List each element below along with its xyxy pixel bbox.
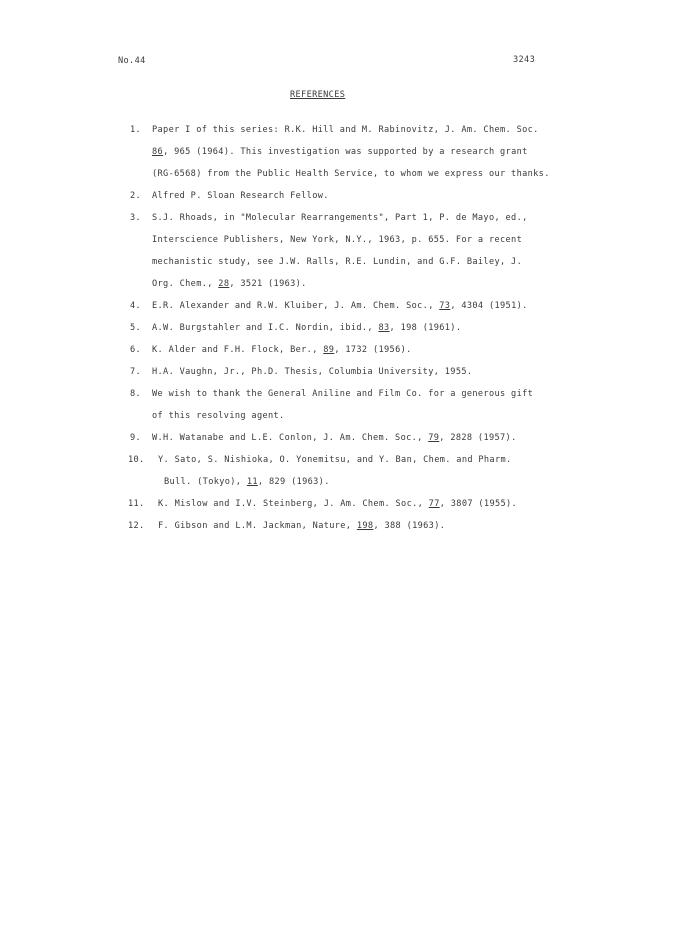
reference-text: Org. Chem., <box>152 279 219 289</box>
volume-number: 83 <box>378 323 390 333</box>
reference-text: , 829 (1963). <box>257 477 330 487</box>
reference-text: F. Gibson and L.M. Jackman, Nature, <box>158 521 357 531</box>
reference-text: Bull. (Tokyo), <box>164 477 247 487</box>
reference-text: , 2828 (1957). <box>439 433 517 443</box>
reference-text: Alfred P. Sloan Research Fellow. <box>152 191 329 201</box>
reference-text: , 3521 (1963). <box>229 279 307 289</box>
reference-line <box>152 125 539 135</box>
reference-line <box>158 455 512 465</box>
reference-line <box>152 257 522 267</box>
reference-line <box>152 213 528 223</box>
reference-line <box>152 147 528 157</box>
reference-line <box>158 499 517 509</box>
reference-text: , 3807 (1955). <box>439 499 518 509</box>
reference-text: , 198 (1961). <box>389 323 462 333</box>
reference-number: 11. <box>128 499 145 509</box>
volume-number: 73 <box>439 301 451 311</box>
volume-number: 11 <box>246 477 258 487</box>
reference-text: K. Mislow and I.V. Steinberg, J. Am. Chem. Soc., <box>158 499 429 509</box>
volume-number: 28 <box>218 279 230 289</box>
reference-line <box>152 191 329 201</box>
reference-line <box>152 411 285 421</box>
reference-line <box>152 433 517 443</box>
reference-number: 4. <box>130 301 142 311</box>
reference-line <box>152 323 461 333</box>
reference-line <box>152 367 472 377</box>
reference-text: of this resolving agent. <box>152 411 285 421</box>
page-number: 3243 <box>513 55 536 65</box>
reference-number: 9. <box>130 433 142 443</box>
reference-line <box>152 345 412 355</box>
reference-line <box>164 477 330 487</box>
reference-number: 10. <box>128 455 145 465</box>
reference-text: Y. Sato, S. Nishioka, O. Yonemitsu, and Y. Ban, Chem. and Pharm. <box>158 455 512 465</box>
reference-text: K. Alder and F.H. Flock, Ber., <box>152 345 324 355</box>
reference-number: 5. <box>130 323 142 333</box>
reference-line <box>152 169 550 179</box>
reference-text: , 965 (1964). This investigation was supported by a research grant <box>163 147 528 157</box>
reference-text: Paper I of this series: R.K. Hill and M. Rabinovitz, J. Am. Chem. Soc. <box>152 125 539 135</box>
reference-text: E.R. Alexander and R.W. Kluiber, J. Am. Chem. Soc., <box>152 301 440 311</box>
volume-number: 77 <box>428 499 440 509</box>
volume-number: 198 <box>356 521 374 531</box>
reference-text: We wish to thank the General Aniline and Film Co. for a generous gift <box>152 389 534 399</box>
references-heading: REFERENCES <box>290 90 346 100</box>
volume-number: 86 <box>152 147 164 157</box>
reference-number: 12. <box>128 521 145 531</box>
reference-line <box>152 301 528 311</box>
reference-text: (RG-6568) from the Public Health Service, to whom we express our thanks. <box>152 169 550 179</box>
journal-issue: No.44 <box>118 56 146 66</box>
reference-text: , 1732 (1956). <box>334 345 412 355</box>
reference-text: , 4304 (1951). <box>450 301 528 311</box>
reference-line <box>152 389 533 399</box>
reference-line <box>152 235 522 245</box>
reference-text: Interscience Publishers, New York, N.Y., 1963, p. 655. For a recent <box>152 235 523 245</box>
volume-number: 79 <box>428 433 440 443</box>
reference-line <box>158 521 445 531</box>
reference-text: mechanistic study, see J.W. Ralls, R.E. Lundin, and G.F. Bailey, J. <box>152 257 523 267</box>
reference-text: W.H. Watanabe and L.E. Conlon, J. Am. Chem. Soc., <box>152 433 429 443</box>
reference-text: A.W. Burgstahler and I.C. Nordin, ibid., <box>152 323 379 333</box>
reference-number: 7. <box>130 367 142 377</box>
reference-number: 1. <box>130 125 142 135</box>
reference-number: 6. <box>130 345 142 355</box>
reference-number: 3. <box>130 213 142 223</box>
reference-number: 8. <box>130 389 142 399</box>
volume-number: 89 <box>323 345 335 355</box>
reference-text: H.A. Vaughn, Jr., Ph.D. Thesis, Columbia University, 1955. <box>152 367 473 377</box>
reference-number: 2. <box>130 191 142 201</box>
reference-text: S.J. Rhoads, in "Molecular Rearrangements", Part 1, P. de Mayo, ed., <box>152 213 528 223</box>
reference-line <box>152 279 307 289</box>
reference-text: , 388 (1963). <box>373 521 446 531</box>
